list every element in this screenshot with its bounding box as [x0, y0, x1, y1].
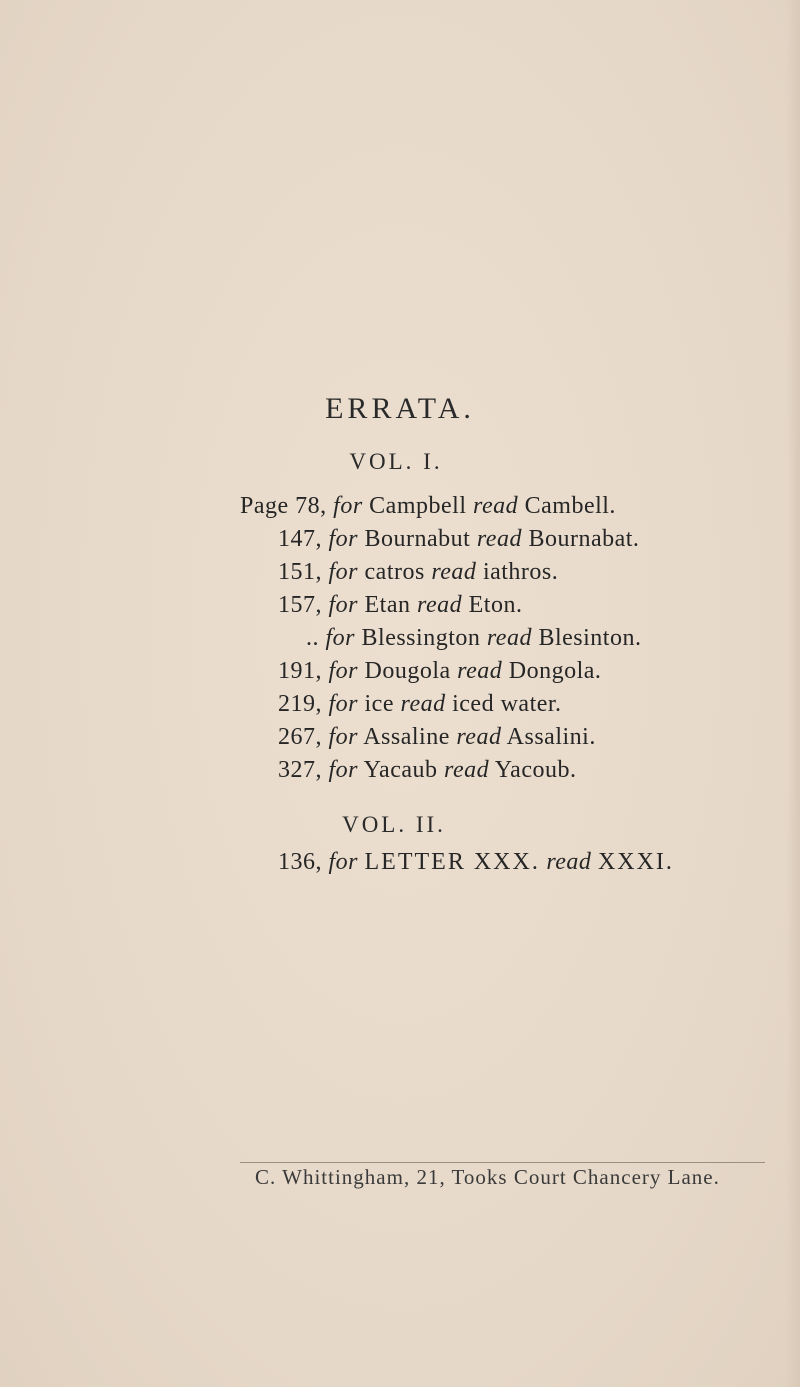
- errata-entry: [306, 623, 641, 653]
- correct-text: XXXI.: [597, 849, 674, 875]
- page-reference: 147,: [278, 526, 322, 552]
- wrong-text: Assaline: [363, 724, 450, 750]
- for-keyword: for: [333, 493, 363, 519]
- page-reference: 327,: [278, 757, 322, 783]
- footer-rule: [240, 1162, 765, 1163]
- correct-text: Assalini.: [506, 724, 596, 750]
- page-reference: 151,: [278, 559, 322, 585]
- read-keyword: read: [457, 658, 503, 684]
- errata-entry: [278, 755, 576, 785]
- read-keyword: read: [473, 493, 519, 519]
- for-keyword: for: [328, 592, 359, 618]
- for-keyword: for: [328, 849, 359, 875]
- for-keyword: for: [328, 559, 359, 585]
- errata-entry: [278, 656, 601, 686]
- errata-entry: [278, 590, 522, 620]
- volume-heading-1: VOL. I.: [349, 449, 443, 474]
- correct-text: Cambell.: [524, 493, 616, 519]
- wrong-text: Etan: [364, 592, 411, 618]
- page-reference: 267,: [278, 724, 322, 750]
- read-keyword: read: [486, 625, 532, 651]
- wrong-text: Blessington: [361, 625, 481, 651]
- page-reference: 136,: [278, 849, 322, 875]
- read-keyword: read: [444, 757, 490, 783]
- correct-text: Blesinton.: [538, 625, 642, 651]
- for-keyword: for: [328, 658, 359, 684]
- wrong-text: Bournabut: [364, 526, 471, 552]
- page-reference: 157,: [278, 592, 322, 618]
- read-keyword: read: [417, 592, 463, 618]
- correct-text: Yacoub.: [494, 757, 577, 783]
- errata-title: ERRATA.: [325, 392, 475, 425]
- page-reference: Page 78,: [240, 493, 327, 519]
- correct-text: Bournabat.: [528, 526, 640, 552]
- printer-imprint: C. Whittingham, 21, Tooks Court Chancery Lane.: [255, 1165, 720, 1189]
- read-keyword: read: [476, 526, 522, 552]
- correct-text: iathros.: [482, 559, 559, 585]
- for-keyword: for: [328, 724, 359, 750]
- for-keyword: for: [325, 625, 356, 651]
- page-reference: ..: [306, 625, 319, 651]
- read-keyword: read: [456, 724, 502, 750]
- page-edge-shadow: [786, 0, 800, 1387]
- wrong-text: ice: [364, 691, 394, 717]
- volume-heading-2: VOL. II.: [342, 812, 446, 837]
- wrong-text: Dougola: [364, 658, 451, 684]
- correct-text: Eton.: [468, 592, 523, 618]
- errata-entry: [240, 491, 616, 521]
- page-reference: 219,: [278, 691, 322, 717]
- errata-entry: [278, 557, 558, 587]
- page-reference: 191,: [278, 658, 322, 684]
- correct-text: Dongola.: [508, 658, 602, 684]
- wrong-text: Yacaub: [363, 757, 438, 783]
- for-keyword: for: [328, 757, 359, 783]
- read-keyword: read: [546, 849, 592, 875]
- errata-entry: [278, 689, 562, 719]
- errata-entry: [278, 722, 596, 752]
- errata-entry: [278, 847, 674, 877]
- wrong-text: catros: [364, 559, 425, 585]
- for-keyword: for: [328, 526, 359, 552]
- errata-entry: [278, 524, 639, 554]
- wrong-text: LETTER XXX.: [364, 849, 540, 875]
- read-keyword: read: [431, 559, 477, 585]
- read-keyword: read: [400, 691, 446, 717]
- wrong-text: Campbell: [369, 493, 467, 519]
- correct-text: iced water.: [452, 691, 562, 717]
- for-keyword: for: [328, 691, 359, 717]
